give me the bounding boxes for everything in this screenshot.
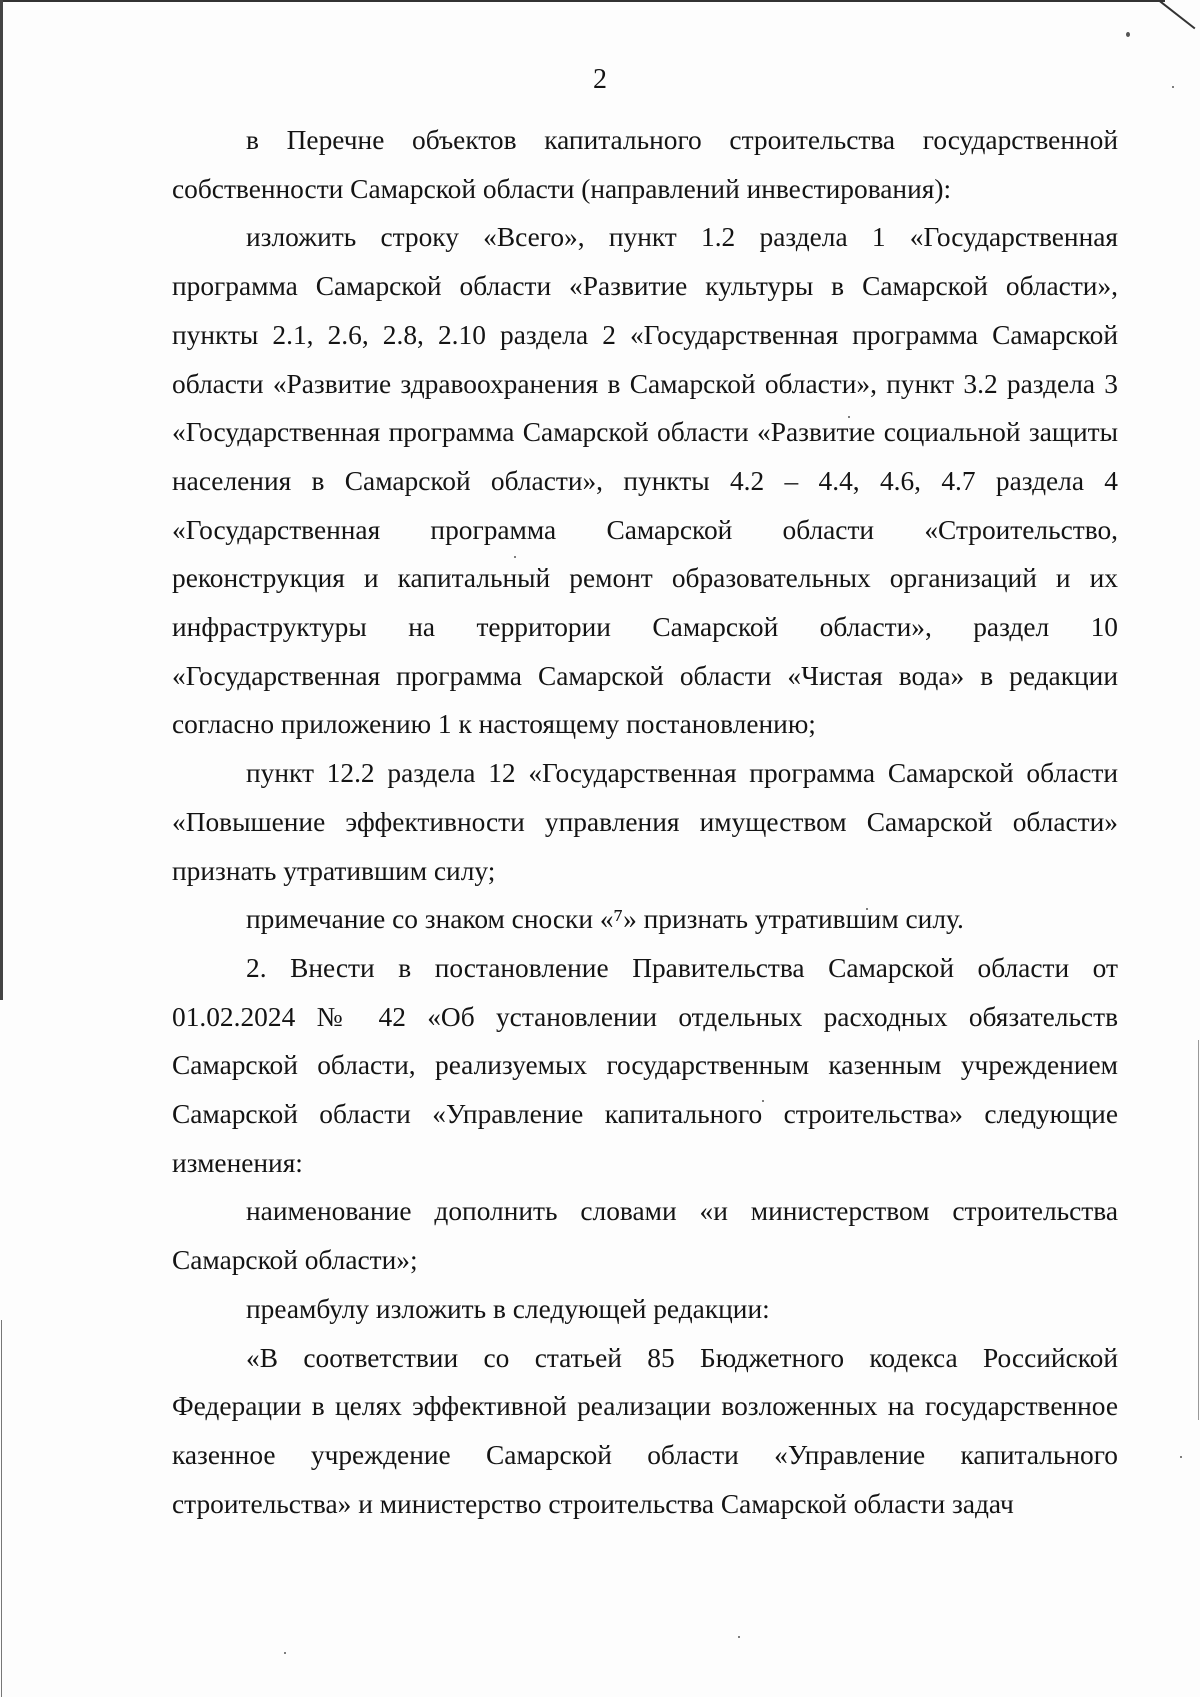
paragraph-item-12-2: пункт 12.2 раздела 12 «Государственная программа Самарской области «Повышение эффективности управления имуществом Самарской области» признать утратившим силу; [172, 758, 1118, 886]
paragraph-preamble-text: «В соответствии со статьей 85 Бюджетного кодекса Российской Федерации в целях эффективной реализации возложенных на государственное казенное учреждение Самарской области «Управление капитального строительства» и министерство строительства Самарской области задач [172, 1342, 1118, 1519]
paragraph-section-2: 2. Внести в постановление Правительства Самарской области от 01.02.2024 № 42 «Об установлении отдельных расходных обязательств Самарской области, реализуемых государственным казенным учреждением Самарской области «Управление капитального строительства» следующие изменения: [172, 952, 1118, 1178]
scan-edge-corner [1159, 0, 1196, 29]
page-number: 2 [593, 64, 607, 95]
document-body [172, 116, 1118, 1528]
paragraph-list-intro: в Перечне объектов капитального строительства государственной собственности Самарской области (направлений инвестирования): [172, 125, 1118, 204]
paragraph-footnote-note: примечание со знаком сноски «⁷» признать утратившим силу. [246, 904, 964, 935]
scan-edge-left [0, 0, 3, 1000]
paragraph-preamble-intro: преамбулу изложить в следующей редакции: [246, 1293, 770, 1324]
scan-speck [1126, 32, 1130, 37]
scan-edge-right [1198, 1040, 1199, 1420]
paragraph-title-amendment: наименование дополнить словами «и министерством строительства Самарской области»; [172, 1196, 1118, 1276]
paragraph-amend-rows: изложить строку «Всего», пункт 1.2 раздела 1 «Государственная программа Самарской области «Развитие культуры в Самарской области», пункты 2.1, 2.6, 2.8, 2.10 раздела 2 «Государственная программа Самарской области «Развитие здравоохранения в Самарской области», пункт 3.2 раздела 3 «Государственная программа Самарской области «Развитие социальной защиты населения в Самарской области», пункты 4.2 – 4.4, 4.6, 4.7 раздела 4 «Государственная программа Самарской области «Строительство, реконструкция и капитальный ремонт образовательных организаций и их инфраструктуры на территории Самарской области», раздел 10 «Государственная программа Самарской области «Чистая вода» в редакции согласно приложению 1 к настоящему постановлению; [172, 222, 1118, 740]
scan-speck [738, 1636, 740, 1638]
scan-edge-left-lower [1, 1320, 2, 1697]
scan-speck [284, 1652, 286, 1654]
scan-speck [1180, 1456, 1182, 1458]
scan-edge-top [0, 0, 1165, 2]
